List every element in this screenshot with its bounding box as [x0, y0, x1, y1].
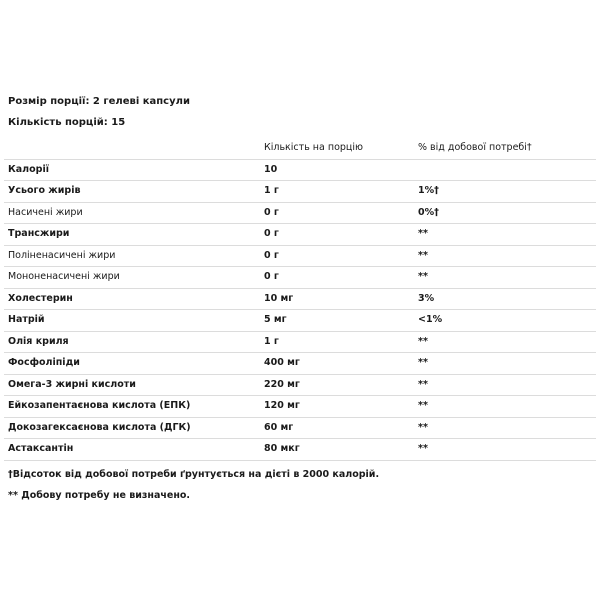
table-row	[4, 331, 596, 353]
nutrient-daily-value: **	[414, 417, 596, 439]
header-amount-per-serving: Кількість на порцію	[260, 138, 414, 159]
nutrient-daily-value: **	[414, 245, 596, 267]
nutrient-amount: 10	[260, 159, 414, 181]
nutrient-amount: 120 мг	[260, 396, 414, 418]
nutrient-name: Насичені жири	[4, 202, 260, 224]
nutrient-daily-value: 0%†	[414, 202, 596, 224]
nutrient-daily-value: **	[414, 396, 596, 418]
nutrient-daily-value: **	[414, 439, 596, 461]
servings-count: Кількість порцій: 15	[8, 117, 126, 128]
nutrient-amount: 5 мг	[260, 310, 414, 332]
nutrient-amount: 0 г	[260, 267, 414, 289]
nutrient-name: Натрій	[4, 310, 260, 332]
nutrient-name: Усього жирів	[4, 181, 260, 203]
nutrient-name: Олія криля	[4, 331, 260, 353]
nutrient-amount: 0 г	[260, 245, 414, 267]
table-row	[4, 267, 596, 289]
nutrient-amount: 80 мкг	[260, 439, 414, 461]
table-header-row	[4, 138, 596, 159]
table-row	[4, 439, 596, 461]
nutrient-daily-value: **	[414, 267, 596, 289]
nutrient-amount: 400 мг	[260, 353, 414, 375]
table-row	[4, 245, 596, 267]
nutrient-name: Омега-3 жирні кислоти	[4, 374, 260, 396]
nutrient-name: Астаксантін	[4, 439, 260, 461]
serving-size: Розмір порції: 2 гелеві капсули	[8, 96, 190, 107]
table-row	[4, 159, 596, 181]
nutrient-daily-value: **	[414, 224, 596, 246]
table-row	[4, 224, 596, 246]
nutrient-name: Ейкозапентаєнова кислота (ЕПК)	[4, 396, 260, 418]
nutrient-amount: 1 г	[260, 331, 414, 353]
table-row	[4, 353, 596, 375]
nutrient-name: Мононенасичені жири	[4, 267, 260, 289]
nutrient-daily-value: **	[414, 331, 596, 353]
table-row	[4, 310, 596, 332]
table-row	[4, 181, 596, 203]
nutrient-daily-value: 1%†	[414, 181, 596, 203]
nutrient-daily-value	[414, 159, 596, 181]
nutrient-amount: 0 г	[260, 224, 414, 246]
header-daily-value: % від добової потребі†	[414, 138, 596, 159]
nutrient-name: Калорії	[4, 159, 260, 181]
nutrient-amount: 220 мг	[260, 374, 414, 396]
nutrient-daily-value: <1%	[414, 310, 596, 332]
nutrient-daily-value: **	[414, 353, 596, 375]
footnote-daily-value: †Відсоток від добової потреби ґрунтується на дієті в 2000 калорій.	[8, 469, 380, 480]
table-row	[4, 288, 596, 310]
nutrient-amount: 10 мг	[260, 288, 414, 310]
table-row	[4, 202, 596, 224]
nutrient-amount: 1 г	[260, 181, 414, 203]
nutrient-amount: 60 мг	[260, 417, 414, 439]
footnote-not-established: ** Добову потребу не визначено.	[8, 490, 191, 501]
nutrient-daily-value: **	[414, 374, 596, 396]
nutrient-name: Фосфоліпіди	[4, 353, 260, 375]
nutrient-name: Холестерин	[4, 288, 260, 310]
nutrient-name: Докозагексаєнова кислота (ДГК)	[4, 417, 260, 439]
table-row	[4, 374, 596, 396]
nutrient-daily-value: 3%	[414, 288, 596, 310]
table-row	[4, 396, 596, 418]
nutrient-amount: 0 г	[260, 202, 414, 224]
nutrient-name: Поліненасичені жири	[4, 245, 260, 267]
supplement-facts-table	[4, 138, 596, 461]
header-nutrient	[4, 138, 260, 159]
table-row	[4, 417, 596, 439]
nutrient-name: Трансжири	[4, 224, 260, 246]
